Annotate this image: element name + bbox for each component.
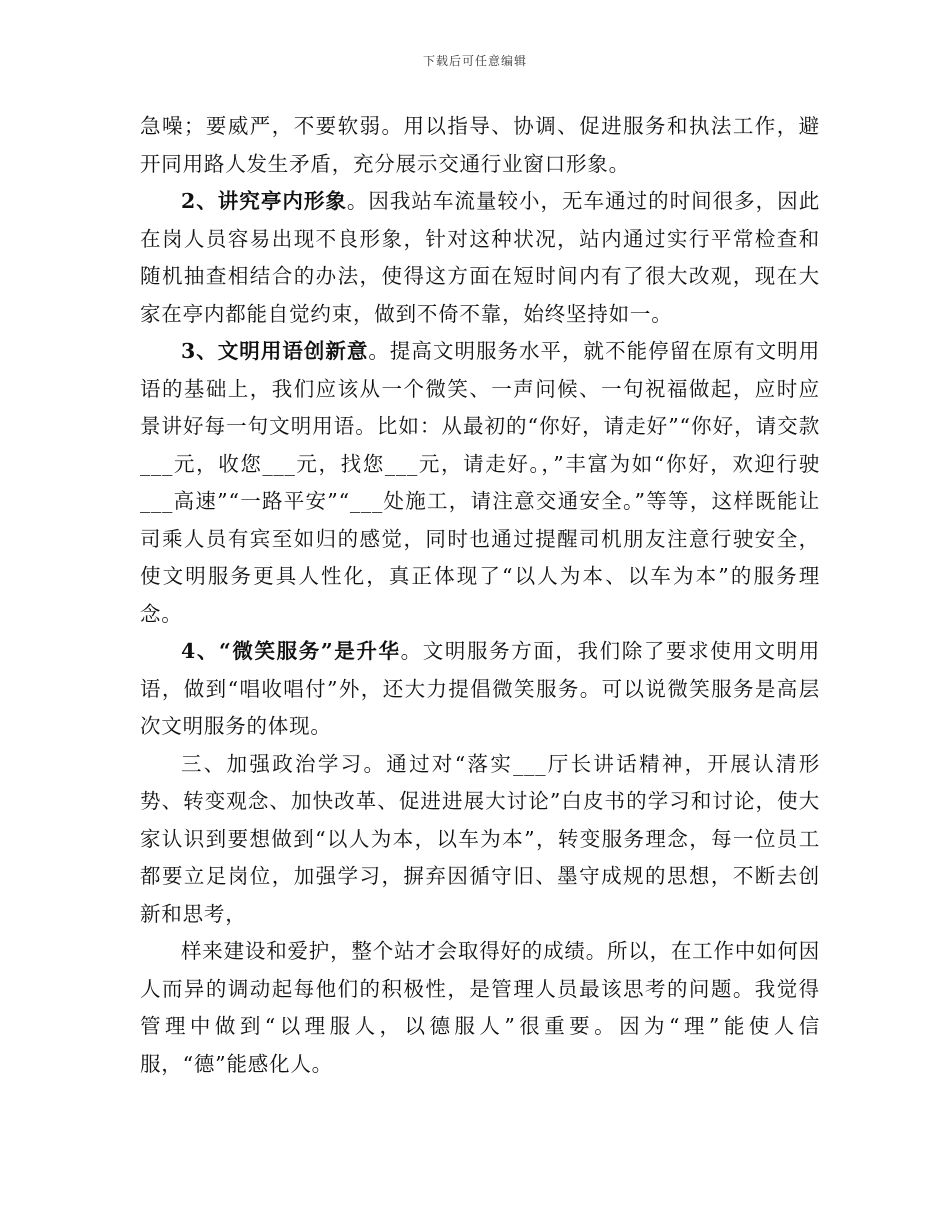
paragraph-4 — [140, 633, 820, 746]
paragraph-3-text: 。提高文明服务水平，就不能停留在原有文明用语的基础上，我们应该从一个微笑、一声问候、一句祝福做起，应时应景讲好每一句文明用语。比如：从最初的“你好，请走好”“你好，请交款___元，收您___元，找您___元，请走好。，”丰富为如“你好，欢迎行驶___高速”“一路平安”“___处施工，请注意交通安全。”等等，这样既能让司乘人员有宾至如归的感觉，同时也通过提醒司机朋友注意行驶安全，使文明服务更具人性化，真正体现了“以人为本、以车为本”的服务理念。 — [140, 339, 820, 626]
paragraph-2-text: 。因我站车流量较小，无车通过的时间很多，因此在岗人员容易出现不良形象，针对这种状况，站内通过实行平常检查和随机抽查相结合的办法，使得这方面在短时间内有了很大改观，现在大家在亭内都能自觉约束，做到不倚不靠，始终坚持如一。 — [140, 189, 820, 326]
document-body — [140, 108, 820, 1083]
paragraph-5-text: 三、加强政治学习。通过对“落实___厅长讲话精神，开展认清形势、转变观念、加快改革、促进进展大讨论”白皮书的学习和讨论，使大家认识到要想做到“以人为本，以车为本”，转变服务理念，每一位员工都要立足岗位，加强学习，摒弃因循守旧、墨守成规的思想，不断去创新和思考， — [140, 751, 820, 926]
paragraph-5 — [140, 746, 820, 934]
paragraph-2-heading: 2、讲究亭内形象 — [181, 189, 347, 213]
paragraph-1 — [140, 108, 820, 183]
paragraph-1-text: 急噪；要威严，不要软弱。用以指导、协调、促进服务和执法工作，避开同用路人发生矛盾，充分展示交通行业窗口形象。 — [140, 114, 820, 176]
page-header: 下载后可任意编辑 — [422, 54, 527, 68]
paragraph-6-text: 样来建设和爱护，整个站才会取得好的成绩。所以，在工作中如何因人而异的调动起每他们的积极性，是管理人员最该思考的问题。我觉得管理中做到“以理服人，以德服人”很重要。因为“理”能使人信服，“德”能感化人。 — [140, 939, 820, 1076]
paragraph-2 — [140, 183, 820, 333]
paragraph-3 — [140, 333, 820, 633]
paragraph-6 — [140, 933, 820, 1083]
paragraph-4-text: 。文明服务方面，我们除了要求使用文明用语，做到“唱收唱付”外，还大力提倡微笑服务。可以说微笑服务是高层次文明服务的体现。 — [140, 639, 820, 738]
paragraph-3-heading: 3、文明用语创新意 — [181, 339, 369, 363]
paragraph-4-heading: 4、“微笑服务”是升华 — [181, 639, 401, 663]
